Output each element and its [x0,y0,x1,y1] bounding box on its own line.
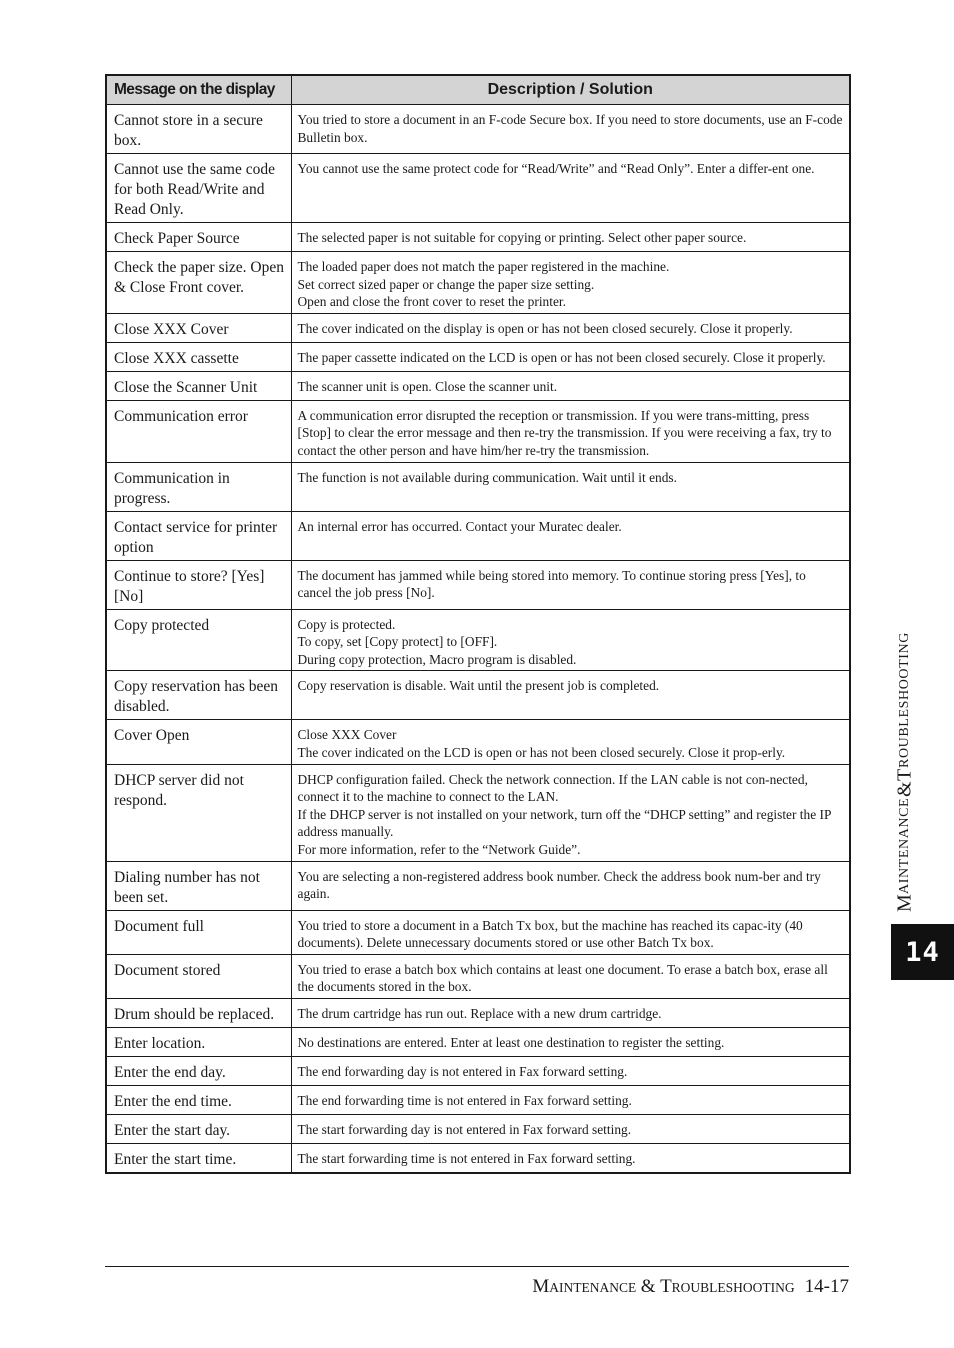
table-row [106,371,850,400]
display-message-cell: Cannot store in a secure box. [106,105,291,154]
table-row [106,252,850,314]
table-row [106,105,850,154]
table-row [106,154,850,223]
display-message-cell: Cannot use the same code for both Read/Write and Read Only. [106,154,291,223]
display-message-cell: Enter the end time. [106,1085,291,1114]
display-message-cell: Document full [106,910,291,954]
table-row [106,342,850,371]
table-row [106,462,850,511]
display-message-cell: Close XXX cassette [106,342,291,371]
table-row [106,764,850,861]
table-row [106,223,850,252]
footer-section-title: MAINTENANCE & TROUBLESHOOTING [532,1276,795,1297]
description-cell: You cannot use the same protect code for “Read/Write” and “Read Only”. Enter a differ-ent one. [291,154,850,223]
description-cell: You tried to store a document in an F-code Secure box. If you need to store documents, use an F-code Bulletin box. [291,105,850,154]
display-message-cell: Enter the start time. [106,1143,291,1173]
description-cell: The loaded paper does not match the paper registered in the machine. Set correct sized paper or change the paper size setting. Open and close the front cover to reset the printer. [291,252,850,314]
column-header-description: Description / Solution [291,75,850,105]
description-cell: The function is not available during communication. Wait until it ends. [291,462,850,511]
description-cell: DHCP configuration failed. Check the network connection. If the LAN cable is not con-nected, connect it to the machine to connect to the LAN. If the DHCP server is not installed on your network, turn off the “DHCP setting” and register the IP address manually. For more information, refer to the “Network Guide”. [291,764,850,861]
display-message-cell: Dialing number has not been set. [106,861,291,910]
display-message-cell: Check the paper size. Open & Close Front cover. [106,252,291,314]
description-cell: The selected paper is not suitable for copying or printing. Select other paper source. [291,223,850,252]
display-message-cell: Communication error [106,400,291,462]
description-cell: The start forwarding day is not entered in Fax forward setting. [291,1114,850,1143]
error-message-table [105,74,851,1174]
table-row [106,998,850,1027]
table-row [106,313,850,342]
table-row [106,400,850,462]
display-message-cell: Contact service for printer option [106,511,291,560]
display-message-cell: Close XXX Cover [106,313,291,342]
table-row [106,511,850,560]
description-cell: The paper cassette indicated on the LCD is open or has not been closed securely. Close it properly. [291,342,850,371]
description-cell: The drum cartridge has run out. Replace with a new drum cartridge. [291,998,850,1027]
display-message-cell: Copy reservation has been disabled. [106,671,291,720]
table-row [106,1056,850,1085]
page-footer [532,1276,849,1298]
display-message-cell: Copy protected [106,609,291,671]
table-row [106,1027,850,1056]
table-row [106,1114,850,1143]
display-message-cell: Continue to store? [Yes] [No] [106,560,291,609]
display-message-cell: Drum should be replaced. [106,998,291,1027]
description-cell: The end forwarding time is not entered in Fax forward setting. [291,1085,850,1114]
description-cell: Copy is protected. To copy, set [Copy protect] to [OFF]. During copy protection, Macro program is disabled. [291,609,850,671]
table-row [106,609,850,671]
table-row [106,954,850,998]
description-cell: No destinations are entered. Enter at least one destination to register the setting. [291,1027,850,1056]
description-cell: The start forwarding time is not entered in Fax forward setting. [291,1143,850,1173]
page-number: 14-17 [804,1276,849,1297]
description-cell: Close XXX Cover The cover indicated on the LCD is open or has not been closed securely. Close it prop-erly. [291,720,850,764]
display-message-cell: DHCP server did not respond. [106,764,291,861]
footer-divider [105,1266,849,1267]
description-cell: The end forwarding day is not entered in Fax forward setting. [291,1056,850,1085]
display-message-cell: Enter location. [106,1027,291,1056]
description-cell: The cover indicated on the display is open or has not been closed securely. Close it properly. [291,313,850,342]
display-message-cell: Cover Open [106,720,291,764]
table-row [106,861,850,910]
table-header-row [106,75,850,105]
column-header-message: Message on the display [106,75,291,105]
table-row [106,1085,850,1114]
table-row [106,671,850,720]
display-message-cell: Enter the end day. [106,1056,291,1085]
table-row [106,910,850,954]
chapter-number-badge: 14 [891,924,954,980]
table-row [106,720,850,764]
display-message-cell: Enter the start day. [106,1114,291,1143]
table-row [106,1143,850,1173]
display-message-cell: Check Paper Source [106,223,291,252]
description-cell: Copy reservation is disable. Wait until the present job is completed. [291,671,850,720]
description-cell: A communication error disrupted the reception or transmission. If you were trans-mitting, press [Stop] to clear the error message and then re-try the transmission. If you were receiving a fax, try to contact the other person and have him/her re-try the transmission. [291,400,850,462]
description-cell: You tried to store a document in a Batch Tx box, but the machine has reached its capac-ity (40 documents). Delete unnecessary documents stored or use other Batch Tx box. [291,910,850,954]
table-body [106,105,850,1173]
description-cell: An internal error has occurred. Contact your Muratec dealer. [291,511,850,560]
description-cell: The document has jammed while being stored into memory. To continue storing press [Yes], to cancel the job press [No]. [291,560,850,609]
display-message-cell: Communication in progress. [106,462,291,511]
side-tab-section-title: M AINTENANCE & T ROUBLESHOOTING [893,632,916,912]
description-cell: You are selecting a non-registered address book number. Check the address book num-ber and try again. [291,861,850,910]
description-cell: You tried to erase a batch box which contains at least one document. To erase a batch box, erase all the documents stored in the box. [291,954,850,998]
display-message-cell: Document stored [106,954,291,998]
description-cell: The scanner unit is open. Close the scanner unit. [291,371,850,400]
table-row [106,560,850,609]
display-message-cell: Close the Scanner Unit [106,371,291,400]
